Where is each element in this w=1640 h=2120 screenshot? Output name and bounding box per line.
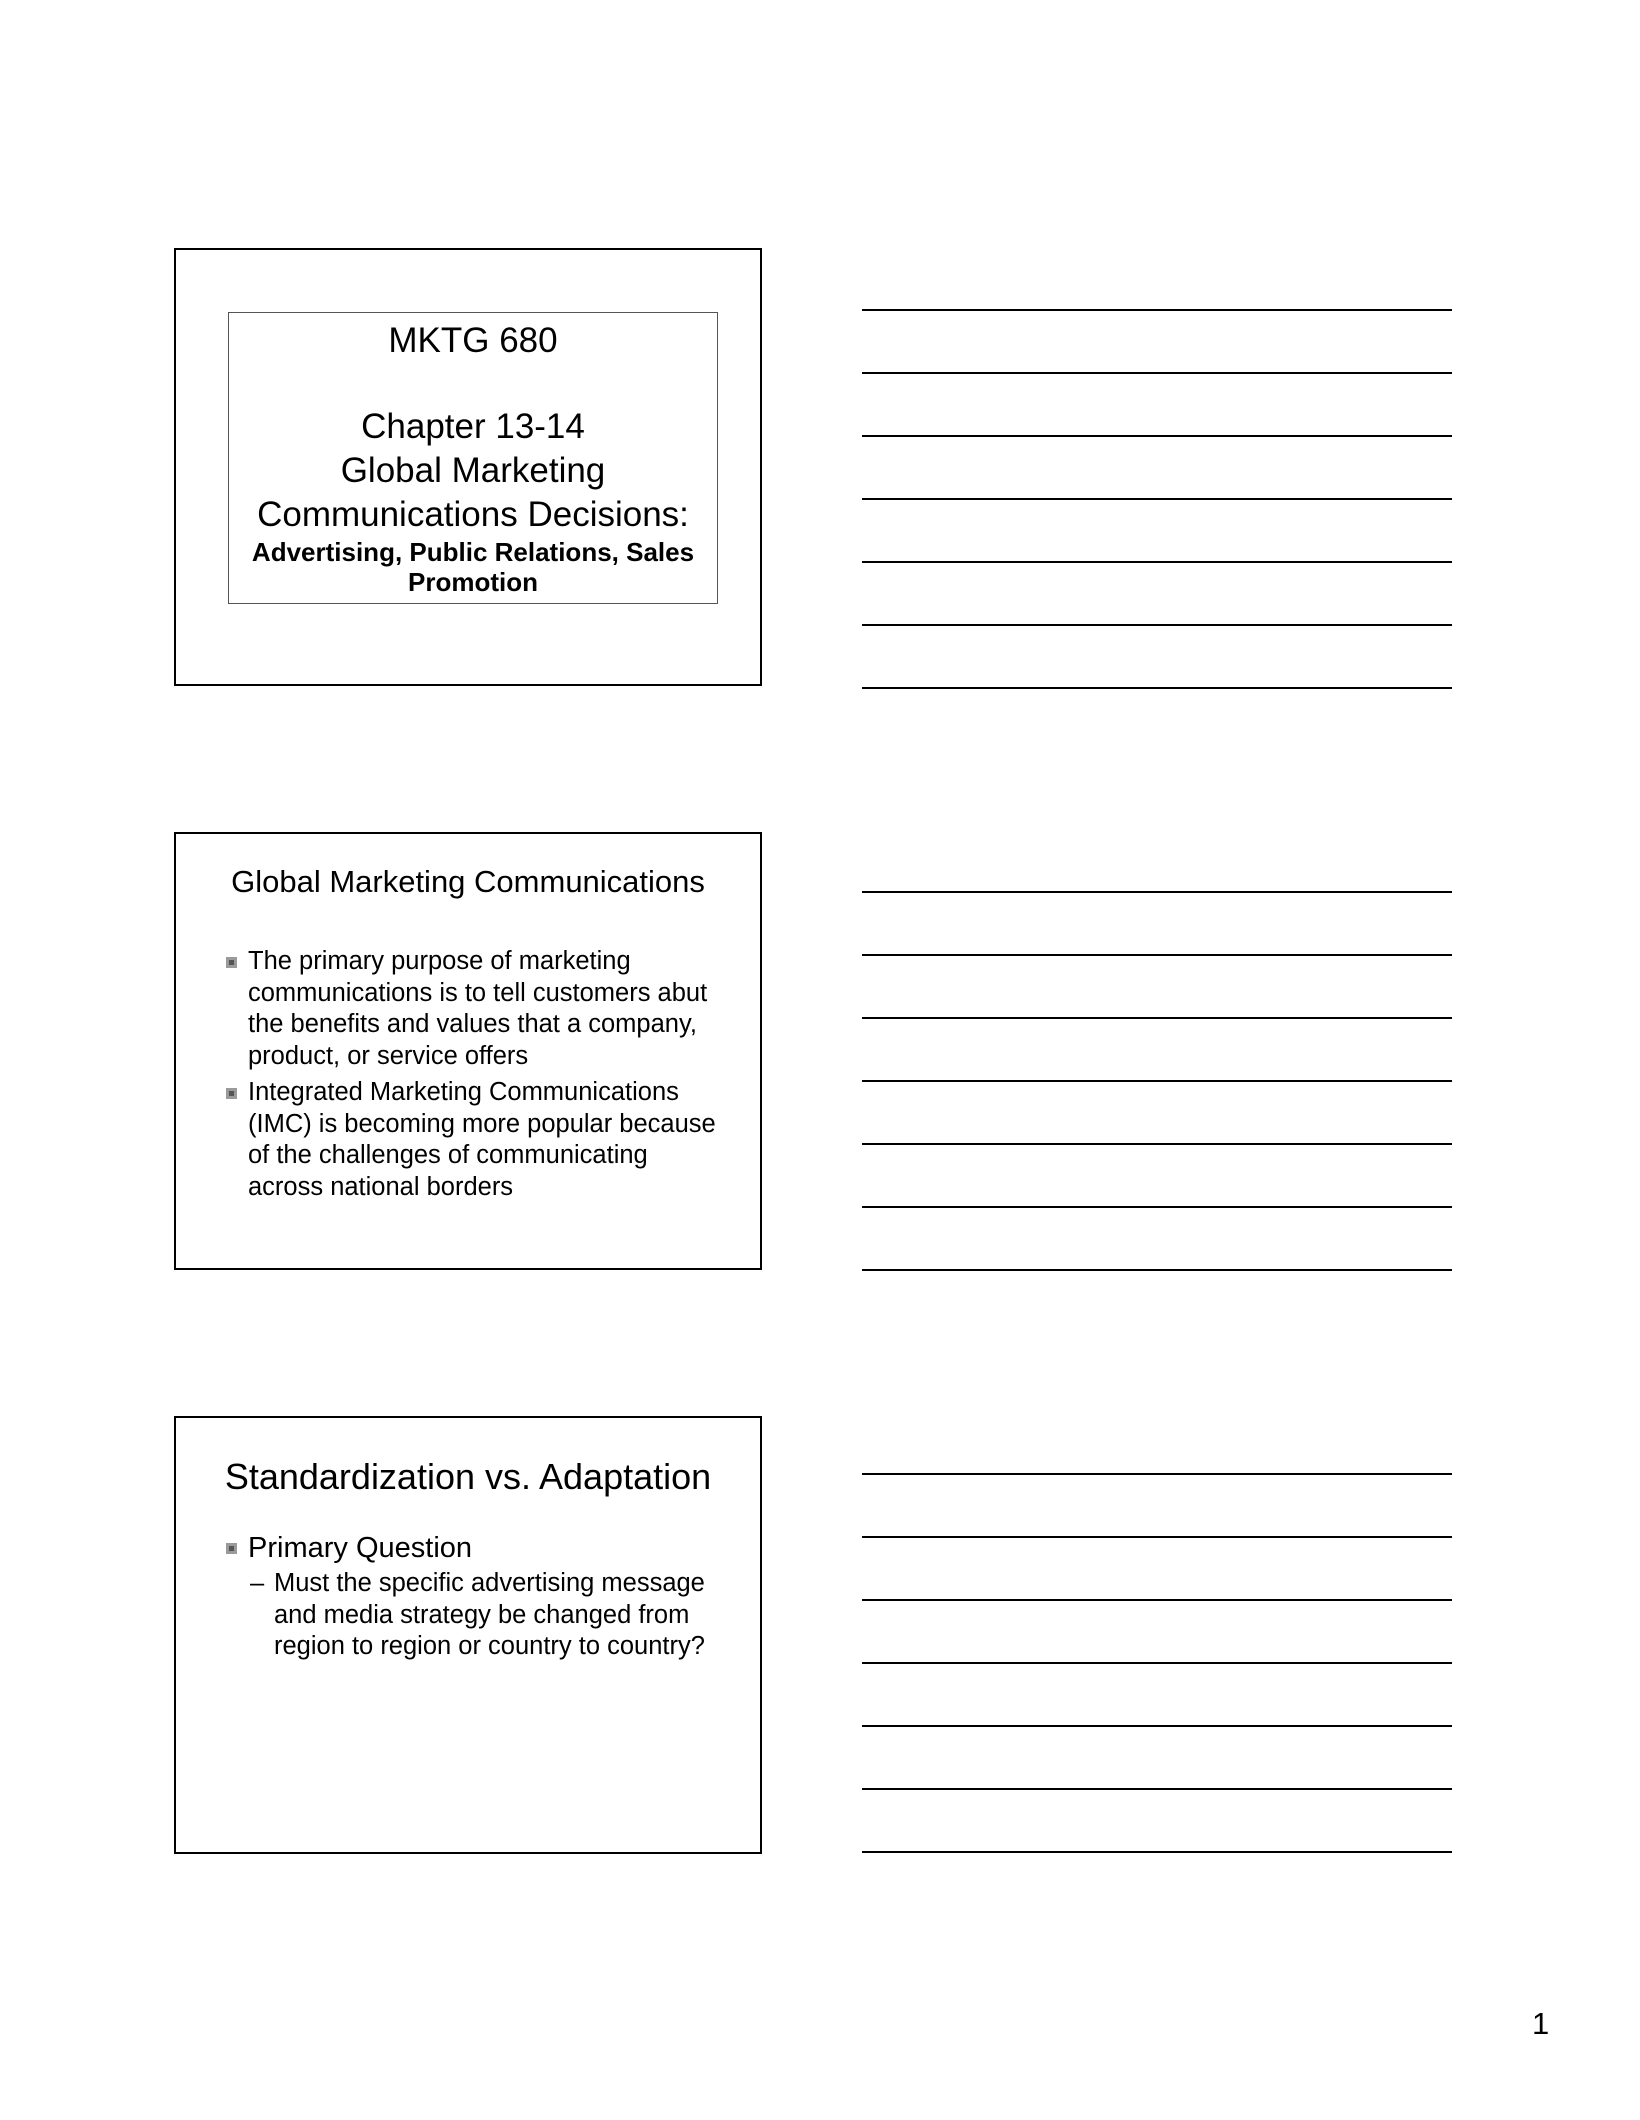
slide-3-thumbnail xyxy=(174,1416,762,1854)
page-number: 1 xyxy=(1532,2006,1550,2041)
note-line xyxy=(862,687,1452,689)
course-code: MKTG 680 xyxy=(388,321,558,360)
title-placeholder-box xyxy=(228,312,718,604)
slide-title: Global Marketing Communications xyxy=(231,864,705,899)
slide-subtitle: Advertising, Public Relations, Sales Promotion xyxy=(251,537,695,597)
slide-title-line-1: Global Marketing xyxy=(340,451,606,490)
bullet-item xyxy=(226,946,726,1072)
note-line xyxy=(862,435,1452,437)
slide-2-thumbnail xyxy=(174,832,762,1270)
bullet-list xyxy=(226,1530,726,1663)
slide-1-thumbnail xyxy=(174,248,762,686)
bullet-item xyxy=(226,1530,726,1566)
bullet-item xyxy=(226,1077,726,1203)
bullet-text: The primary purpose of marketing communications is to tell customers abut the benefits and values that a company, product, or service offers xyxy=(248,947,708,1070)
sub-bullet-text: Must the specific advertising message and media strategy be changed from region to region or country to country? xyxy=(274,1569,705,1660)
dash-bullet-icon: – xyxy=(250,1569,265,1597)
bullet-text: Integrated Marketing Communications (IMC) is becoming more popular because of the challenges of communicating across national borders xyxy=(248,1078,716,1201)
note-line xyxy=(862,498,1452,500)
note-line xyxy=(862,1473,1452,1475)
square-bullet-icon xyxy=(226,1088,237,1099)
note-line xyxy=(862,1536,1452,1538)
note-line xyxy=(862,1788,1452,1790)
note-line xyxy=(862,1206,1452,1208)
note-line xyxy=(862,891,1452,893)
note-line xyxy=(862,1080,1452,1082)
slide-title-line-2: Communications Decisions: xyxy=(257,495,689,534)
note-line xyxy=(862,561,1452,563)
note-line xyxy=(862,1725,1452,1727)
square-bullet-icon xyxy=(226,957,237,968)
note-line xyxy=(862,954,1452,956)
note-line xyxy=(862,1599,1452,1601)
square-bullet-icon xyxy=(226,1543,237,1554)
note-line xyxy=(862,1662,1452,1664)
note-line xyxy=(862,309,1452,311)
note-line xyxy=(862,372,1452,374)
note-line xyxy=(862,1017,1452,1019)
note-line xyxy=(862,1143,1452,1145)
note-line xyxy=(862,624,1452,626)
bullet-text: Primary Question xyxy=(248,1532,473,1564)
note-line xyxy=(862,1851,1452,1853)
note-line xyxy=(862,1269,1452,1271)
sub-bullet-item xyxy=(226,1568,726,1663)
chapter-label: Chapter 13-14 xyxy=(361,407,585,446)
slide-title: Standardization vs. Adaptation xyxy=(224,1456,712,1497)
bullet-list xyxy=(226,946,726,1208)
